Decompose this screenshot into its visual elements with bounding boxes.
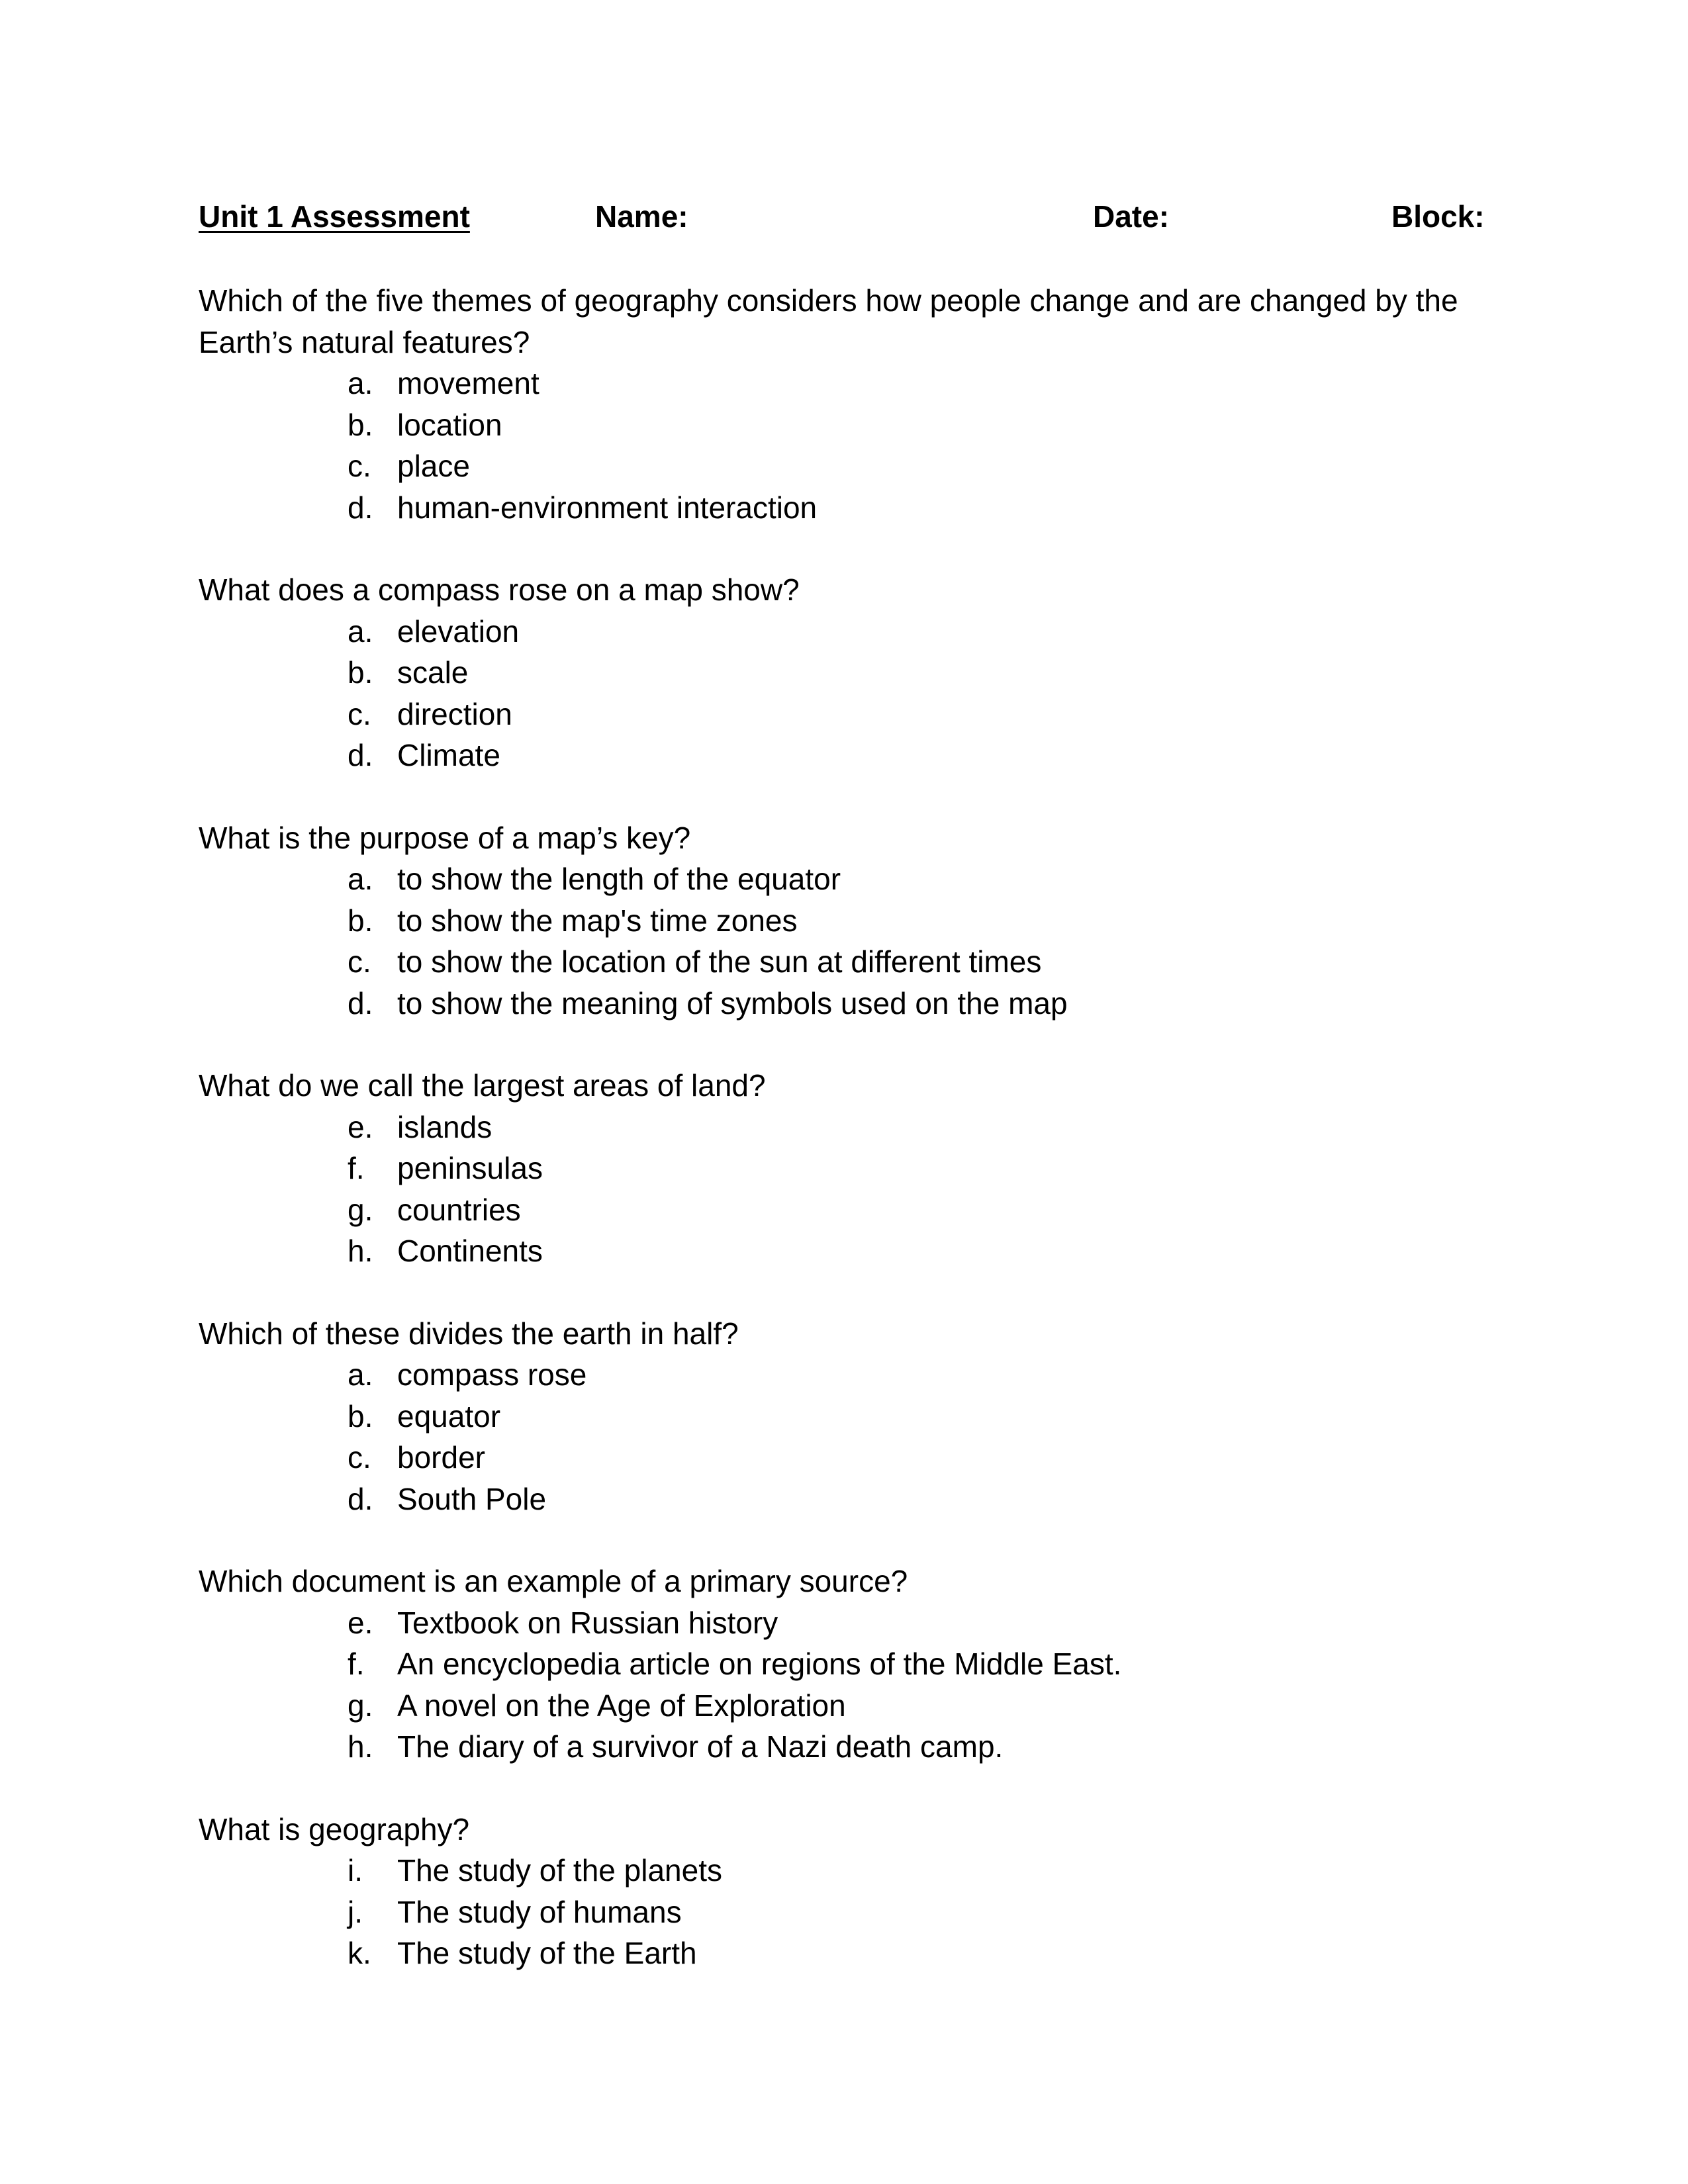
option-letter: k.	[348, 1936, 371, 1970]
answer-option	[199, 735, 1496, 776]
option-text: The study of the Earth	[397, 1936, 697, 1970]
option-letter: j.	[348, 1894, 363, 1929]
answer-option	[199, 694, 1496, 735]
option-letter: h.	[348, 1234, 373, 1268]
option-letter: g.	[348, 1688, 373, 1723]
answer-option	[199, 1685, 1496, 1727]
answer-option	[199, 1933, 1496, 1974]
question-7	[199, 1809, 1496, 1974]
answer-option	[199, 1148, 1496, 1189]
answer-option	[199, 1396, 1496, 1437]
question-text: Which of these divides the earth in half?	[199, 1316, 739, 1351]
date-label: Date:	[1093, 199, 1170, 234]
option-letter: c.	[348, 944, 371, 979]
answer-option	[199, 611, 1496, 653]
answer-options	[199, 858, 1496, 1024]
option-letter: c.	[348, 696, 371, 731]
option-text: elevation	[397, 614, 520, 649]
option-text: islands	[397, 1109, 492, 1144]
option-text: border	[397, 1440, 485, 1475]
option-letter: g.	[348, 1192, 373, 1227]
question-6	[199, 1561, 1496, 1768]
option-text: to show the length of the equator	[397, 862, 841, 896]
answer-option	[199, 1479, 1496, 1520]
option-text: location	[397, 407, 502, 442]
answer-option	[199, 983, 1496, 1024]
option-letter: a.	[348, 1357, 373, 1392]
option-letter: b.	[348, 407, 373, 442]
option-text: compass rose	[397, 1357, 587, 1392]
option-letter: c.	[348, 1440, 371, 1475]
option-text: The study of humans	[397, 1894, 682, 1929]
answer-options	[199, 1107, 1496, 1272]
answer-option	[199, 445, 1496, 487]
option-letter: a.	[348, 366, 373, 400]
answer-option	[199, 404, 1496, 446]
option-text: The diary of a survivor of a Nazi death camp.	[397, 1729, 1004, 1764]
option-letter: a.	[348, 614, 373, 649]
answer-option	[199, 363, 1496, 404]
option-text: The study of the planets	[397, 1853, 722, 1888]
answer-option	[199, 858, 1496, 900]
answer-options	[199, 1354, 1496, 1520]
option-text: An encyclopedia article on regions of the Middle East.	[397, 1647, 1122, 1681]
answer-options	[199, 1602, 1496, 1768]
option-letter: e.	[348, 1605, 373, 1640]
answer-options	[199, 1850, 1496, 1974]
option-text: Continents	[397, 1234, 543, 1268]
answer-options	[199, 611, 1496, 776]
option-letter: f.	[348, 1647, 365, 1681]
block-label: Block:	[1391, 199, 1485, 234]
answer-option	[199, 487, 1496, 529]
option-letter: f.	[348, 1151, 365, 1185]
answer-option	[199, 1726, 1496, 1768]
option-letter: b.	[348, 903, 373, 938]
question-5	[199, 1313, 1496, 1520]
option-letter: b.	[348, 655, 373, 690]
assessment-title: Unit 1 Assessment	[199, 199, 470, 234]
option-text: equator	[397, 1398, 501, 1433]
question-3	[199, 817, 1496, 1024]
option-text: scale	[397, 655, 469, 690]
option-letter: h.	[348, 1729, 373, 1764]
option-text: A novel on the Age of Exploration	[397, 1688, 846, 1723]
option-text: South Pole	[397, 1481, 547, 1516]
option-text: human-environment interaction	[397, 490, 818, 525]
question-text: Which document is an example of a primary source?	[199, 1564, 908, 1598]
option-text: Textbook on Russian history	[397, 1605, 778, 1640]
question-list	[199, 280, 1496, 2015]
answer-option	[199, 1437, 1496, 1479]
option-text: Climate	[397, 738, 500, 772]
option-text: movement	[397, 366, 539, 400]
option-text: countries	[397, 1192, 521, 1227]
answer-option	[199, 941, 1496, 983]
option-letter: d.	[348, 985, 373, 1021]
question-4	[199, 1065, 1496, 1272]
answer-option	[199, 1643, 1496, 1685]
option-letter: d.	[348, 490, 373, 525]
assessment-header	[0, 196, 1688, 237]
answer-option	[199, 1602, 1496, 1644]
option-text: direction	[397, 696, 512, 731]
option-letter: e.	[348, 1109, 373, 1144]
answer-option	[199, 1891, 1496, 1933]
option-text: to show the meaning of symbols used on the map	[397, 985, 1068, 1021]
option-letter: b.	[348, 1398, 373, 1433]
answer-option	[199, 652, 1496, 694]
question-1	[199, 280, 1496, 528]
option-letter: a.	[348, 862, 373, 896]
option-text: place	[397, 449, 470, 483]
answer-option	[199, 1107, 1496, 1148]
option-text: to show the location of the sun at different times	[397, 944, 1042, 979]
question-text: What is the purpose of a map’s key?	[199, 820, 691, 855]
option-letter: i.	[348, 1853, 363, 1888]
answer-option	[199, 1230, 1496, 1272]
question-text: What is geography?	[199, 1811, 470, 1846]
question-text: Which of the five themes of geography considers how people change and are changed by the Earth’s natural features?	[199, 283, 1458, 359]
option-letter: d.	[348, 738, 373, 772]
option-letter: d.	[348, 1481, 373, 1516]
answer-option	[199, 900, 1496, 942]
option-text: peninsulas	[397, 1151, 543, 1185]
answer-option	[199, 1850, 1496, 1891]
answer-option	[199, 1354, 1496, 1396]
question-text: What does a compass rose on a map show?	[199, 572, 800, 607]
option-letter: c.	[348, 449, 371, 483]
answer-option	[199, 1189, 1496, 1231]
option-text: to show the map's time zones	[397, 903, 798, 938]
name-label: Name:	[595, 199, 688, 234]
answer-options	[199, 363, 1496, 528]
question-2	[199, 569, 1496, 776]
question-text: What do we call the largest areas of land?	[199, 1068, 766, 1103]
